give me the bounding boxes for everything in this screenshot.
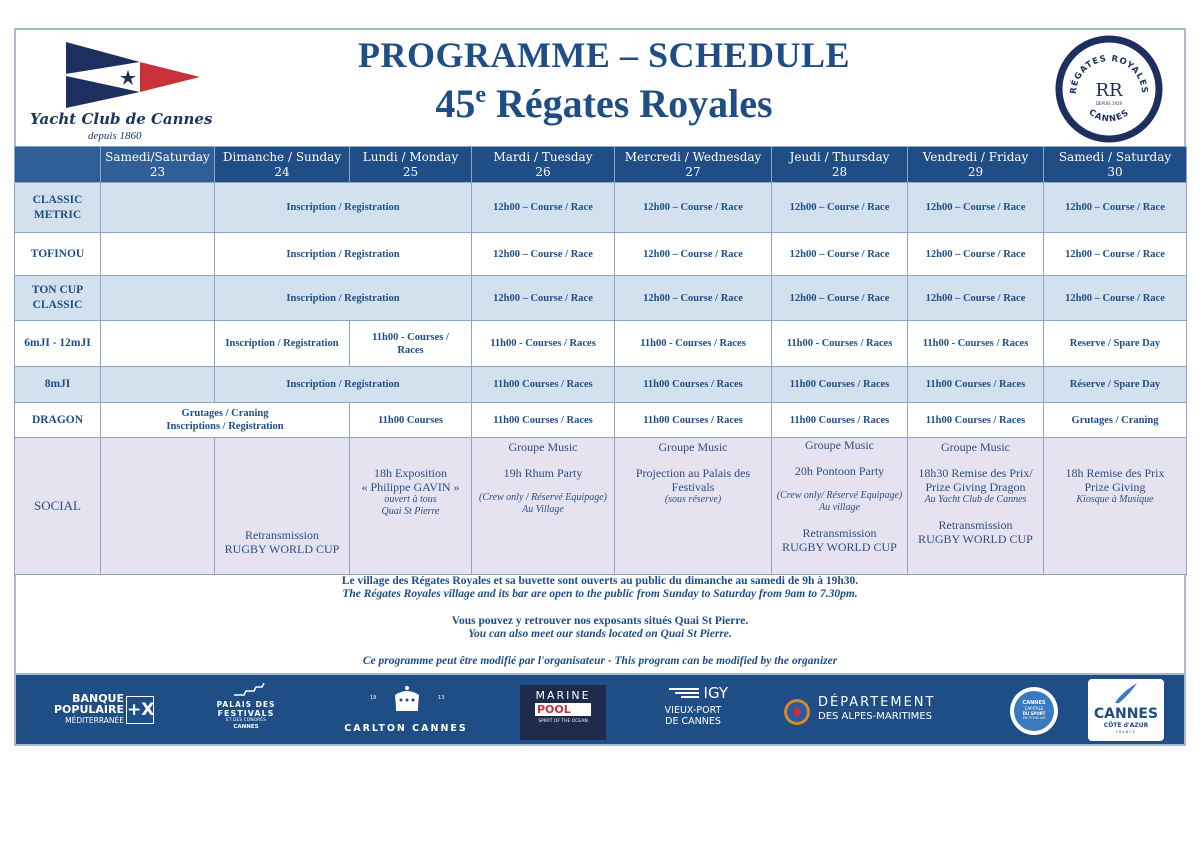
- social-cell: Groupe Music 19h Rhum Party (Crew only / Réservé Equipage) Au Village: [472, 438, 615, 575]
- corner-header: [15, 147, 101, 183]
- seal-top-text: RÉGATES ROYALES: [1068, 53, 1150, 95]
- crown-icon: [392, 685, 422, 713]
- schedule-cell: 12h00 – Course / Race: [615, 183, 772, 233]
- page-header: [14, 28, 1186, 146]
- row-tofinou: [15, 233, 1187, 276]
- row-label: SOCIAL: [15, 438, 101, 575]
- social-cell: Retransmission RUGBY WORLD CUP: [215, 438, 350, 575]
- departement-alpes-maritimes-logo: DÉPARTEMENT DES ALPES-MARITIMES: [782, 695, 962, 729]
- schedule-cell: 11h00 Courses / Races: [615, 403, 772, 438]
- schedule-cell: 12h00 – Course / Race: [1044, 276, 1187, 321]
- note-stands-fr: Vous pouvez y retrouver nos exposants situés Quai St Pierre.: [451, 615, 749, 627]
- schedule-cell: 11h00 - Courses / Races: [472, 321, 615, 367]
- palm-wing-icon: [1111, 681, 1141, 705]
- sponsors-bar: [14, 673, 1186, 746]
- schedule-cell: 12h00 – Course / Race: [772, 183, 908, 233]
- schedule-cell: 11h00 - Courses / Races: [615, 321, 772, 367]
- row-8mji: [15, 367, 1187, 403]
- day-header: Mercredi / Wednesday 27: [615, 147, 772, 183]
- row-label: 8mJI: [15, 367, 101, 403]
- day-header: Samedi/Saturday 23: [101, 147, 215, 183]
- seal-monogram: RR: [1095, 80, 1123, 101]
- edition-number: 45: [435, 81, 476, 126]
- regates-royales-seal-logo: [1054, 34, 1164, 144]
- schedule-cell: 12h00 – Course / Race: [615, 276, 772, 321]
- notes-section: [14, 573, 1186, 673]
- empty-cell: [101, 367, 215, 403]
- palais-festivals-logo: PALAIS DES FESTIVALS ET DES CONGRÈS CANNES: [206, 681, 286, 741]
- schedule-cell: 12h00 – Course / Race: [1044, 233, 1187, 276]
- schedule-cell: 11h00 Courses: [350, 403, 472, 438]
- empty-cell: [101, 438, 215, 575]
- schedule-cell: 11h00 Courses / Races: [908, 367, 1044, 403]
- empty-cell: [101, 321, 215, 367]
- schedule-cell: Grutages / Craning: [1044, 403, 1187, 438]
- row-dragon: [15, 403, 1187, 438]
- banque-populaire-logo: BANQUE POPULAIRE MÉDITERRANÉE +X: [53, 692, 155, 725]
- schedule-cell: 12h00 – Course / Race: [1044, 183, 1187, 233]
- schedule-cell: 12h00 – Course / Race: [472, 183, 615, 233]
- note-disclaimer: Ce programme peut être modifié par l'organisateur - This program can be modified by the organizer: [362, 655, 838, 667]
- department-crest-icon: [782, 697, 812, 727]
- schedule-cell: 11h00 Courses / Races: [615, 367, 772, 403]
- schedule-table: [14, 146, 1187, 575]
- schedule-cell: Reserve / Spare Day: [1044, 321, 1187, 367]
- schedule-cell: 12h00 – Course / Race: [772, 276, 908, 321]
- note-stands-en: You can also meet our stands located on Quai St Pierre.: [468, 628, 732, 640]
- row-label: DRAGON: [15, 403, 101, 438]
- schedule-cell: 11h00 - Courses / Races: [772, 321, 908, 367]
- note-village-fr: Le village des Régates Royales et sa buvette sont ouverts au public du dimanche au samedi de 9h à 19h30.: [341, 575, 859, 587]
- page-title: PROGRAMME – SCHEDULE: [357, 35, 850, 75]
- schedule-cell: Inscription / Registration: [215, 321, 350, 367]
- schedule-cell: 11h00 Courses / Races: [772, 367, 908, 403]
- row-label: CLASSIC METRIC: [15, 183, 101, 233]
- schedule-cell: 11h00 - Courses / Races: [350, 321, 472, 367]
- cannes-capitale-sport-logo: CANNES CAPITALE DU SPORT EN PLEIN AIR: [1010, 687, 1058, 735]
- schedule-cell: Inscription / Registration: [215, 367, 472, 403]
- schedule-cell: Réserve / Spare Day: [1044, 367, 1187, 403]
- schedule-cell: 12h00 – Course / Race: [772, 233, 908, 276]
- day-header-row: [15, 147, 1187, 183]
- edition-suffix: e: [475, 82, 487, 108]
- schedule-cell: Grutages / Craning Inscriptions / Registration: [101, 403, 350, 438]
- schedule-cell: 11h00 Courses / Races: [908, 403, 1044, 438]
- day-header: Mardi / Tuesday 26: [472, 147, 615, 183]
- empty-cell: [101, 276, 215, 321]
- schedule-cell: 12h00 – Course / Race: [908, 183, 1044, 233]
- social-cell: 18h Remise des Prix Prize Giving Kiosque à Musique: [1044, 438, 1187, 575]
- stairs-icon: [226, 682, 266, 696]
- day-header: Vendredi / Friday 29: [908, 147, 1044, 183]
- carlton-cannes-logo: 19 13 CARLTON CANNES: [334, 683, 478, 739]
- schedule-cell: Inscription / Registration: [215, 183, 472, 233]
- seal-bottom-text: CANNES: [1086, 107, 1132, 125]
- club-name: Yacht Club de Cannes: [30, 110, 213, 128]
- social-cell: Groupe Music Projection au Palais des Festivals (sous réserve): [615, 438, 772, 575]
- row-label: 6mJI - 12mJI: [15, 321, 101, 367]
- schedule-cell: Inscription / Registration: [215, 233, 472, 276]
- schedule-cell: 12h00 – Course / Race: [908, 276, 1044, 321]
- event-name: Régates Royales: [486, 81, 773, 126]
- empty-cell: [101, 233, 215, 276]
- schedule-cell: 12h00 – Course / Race: [472, 233, 615, 276]
- igy-mark: IGY: [648, 685, 738, 701]
- schedule-cell: 12h00 – Course / Race: [615, 233, 772, 276]
- social-cell: 18h Exposition « Philippe GAVIN » ouvert à tous Quai St Pierre: [350, 438, 472, 575]
- marine-pool-logo: MARINE POOL SPIRIT OF THE OCEAN: [520, 685, 606, 740]
- row-ton-cup-classic: [15, 276, 1187, 321]
- seal-since: DEPUIS 1929: [1095, 101, 1123, 106]
- schedule-cell: 11h00 - Courses / Races: [908, 321, 1044, 367]
- day-header: Lundi / Monday 25: [350, 147, 472, 183]
- row-classic-metric: [15, 183, 1187, 233]
- row-social: [15, 438, 1187, 575]
- empty-cell: [101, 183, 215, 233]
- schedule-cell: Inscription / Registration: [215, 276, 472, 321]
- day-header: Jeudi / Thursday 28: [772, 147, 908, 183]
- row-label: TON CUP CLASSIC: [15, 276, 101, 321]
- schedule-cell: 12h00 – Course / Race: [908, 233, 1044, 276]
- row-label: TOFINOU: [15, 233, 101, 276]
- social-cell: Groupe Music 20h Pontoon Party (Crew only/ Réservé Equipage) Au village Retransmission RUGBY WORLD CUP: [772, 438, 908, 575]
- igy-vieux-port-logo: IGY VIEUX-PORT DE CANNES: [648, 685, 738, 740]
- day-header: Samedi / Saturday 30: [1044, 147, 1187, 183]
- row-6mji-12mji: [15, 321, 1187, 367]
- igy-stripes-icon: [669, 688, 699, 698]
- page-subtitle: [344, 80, 864, 127]
- schedule-cell: 12h00 – Course / Race: [472, 276, 615, 321]
- day-header: Dimanche / Sunday 24: [215, 147, 350, 183]
- social-cell: Groupe Music 18h30 Remise des Prix/ Prize Giving Dragon Au Yacht Club de Cannes Retransmission RUGBY WORLD CUP: [908, 438, 1044, 575]
- schedule-cell: 11h00 Courses / Races: [772, 403, 908, 438]
- schedule-cell: 11h00 Courses / Races: [472, 403, 615, 438]
- club-since: depuis 1860: [88, 130, 142, 142]
- cannes-cote-azur-logo: CANNES CÔTE d'AZUR FRANCE: [1088, 679, 1164, 741]
- note-village-en: The Régates Royales village and its bar are open to the public from Sunday to Saturday from 9am to 7.30pm.: [342, 588, 858, 600]
- schedule-cell: 11h00 Courses / Races: [472, 367, 615, 403]
